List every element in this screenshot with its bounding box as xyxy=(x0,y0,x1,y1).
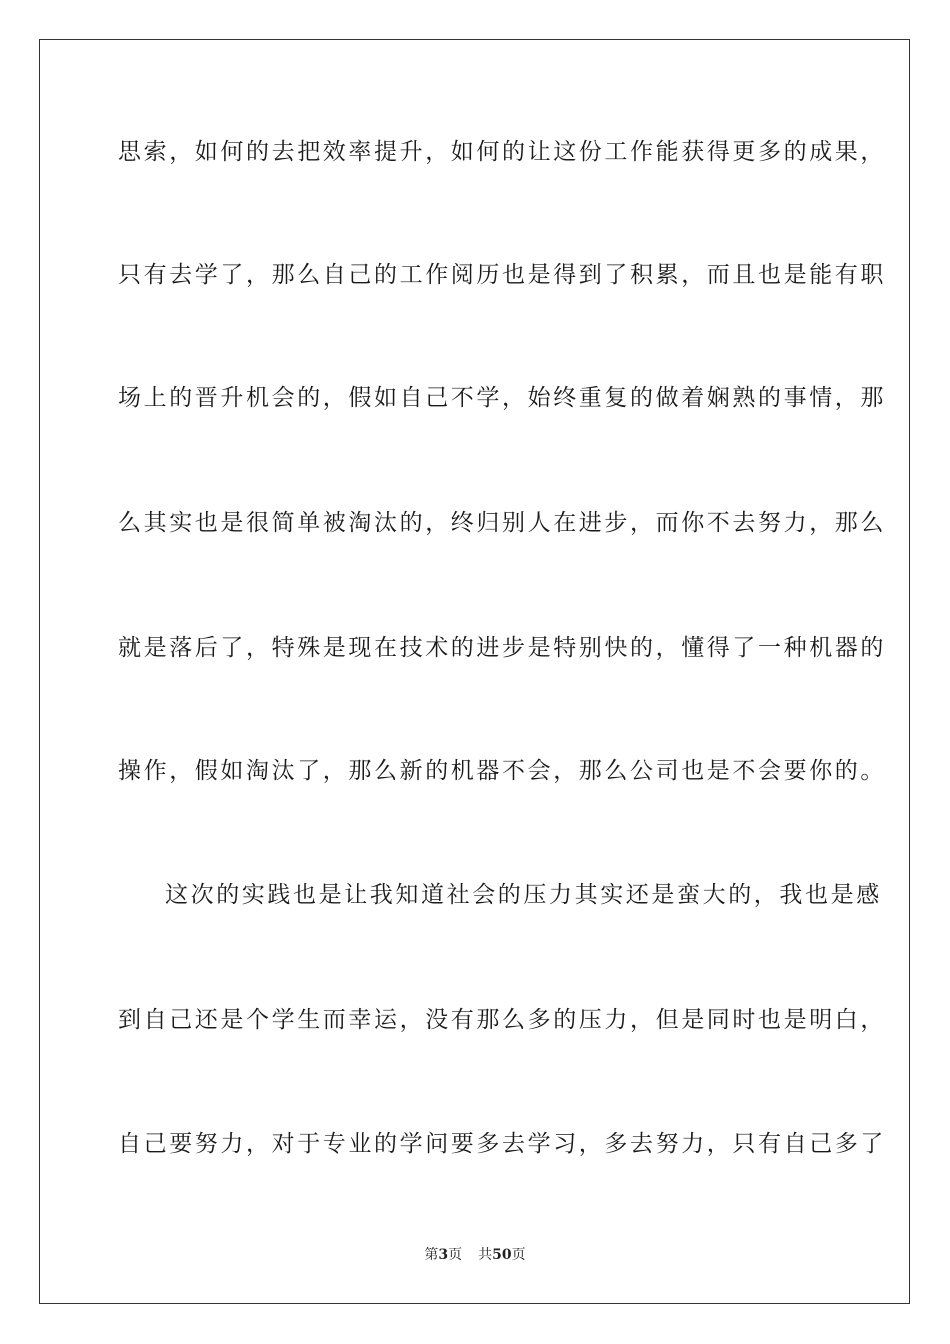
body-line-1: 思索，如何的去把效率提升，如何的让这份工作能获得更多的成果， xyxy=(118,139,886,165)
footer-page-number: 3 xyxy=(438,1247,449,1263)
footer-page-prefix: 第 xyxy=(424,1247,439,1263)
footer-total-suffix: 页 xyxy=(511,1247,526,1263)
footer-total-pages: 50 xyxy=(492,1247,512,1263)
body-line-6: 操作，假如淘汰了，那么新的机器不会，那么公司也是不会要你的。 xyxy=(118,758,886,784)
footer-page-suffix: 页 xyxy=(448,1247,463,1263)
body-line-5: 就是落后了，特殊是现在技术的进步是特别快的，懂得了一种机器的 xyxy=(118,635,886,661)
page-footer xyxy=(0,1246,950,1264)
body-line-2: 只有去学了，那么自己的工作阅历也是得到了积累，而且也是能有职 xyxy=(118,262,886,288)
page-border xyxy=(39,39,910,1304)
footer-total-prefix: 共 xyxy=(478,1247,493,1263)
body-line-3: 场上的晋升机会的，假如自己不学，始终重复的做着娴熟的事情，那 xyxy=(118,385,886,411)
body-line-7-paragraph-start: 这次的实践也是让我知道社会的压力其实还是蛮大的，我也是感 xyxy=(165,882,882,908)
body-line-4: 么其实也是很简单被淘汰的，终归别人在进步，而你不去努力，那么 xyxy=(118,510,886,536)
body-line-8: 到自己还是个学生而幸运，没有那么多的压力，但是同时也是明白， xyxy=(118,1007,886,1033)
body-line-9: 自己要努力，对于专业的学问要多去学习，多去努力，只有自己多了 xyxy=(118,1131,886,1157)
